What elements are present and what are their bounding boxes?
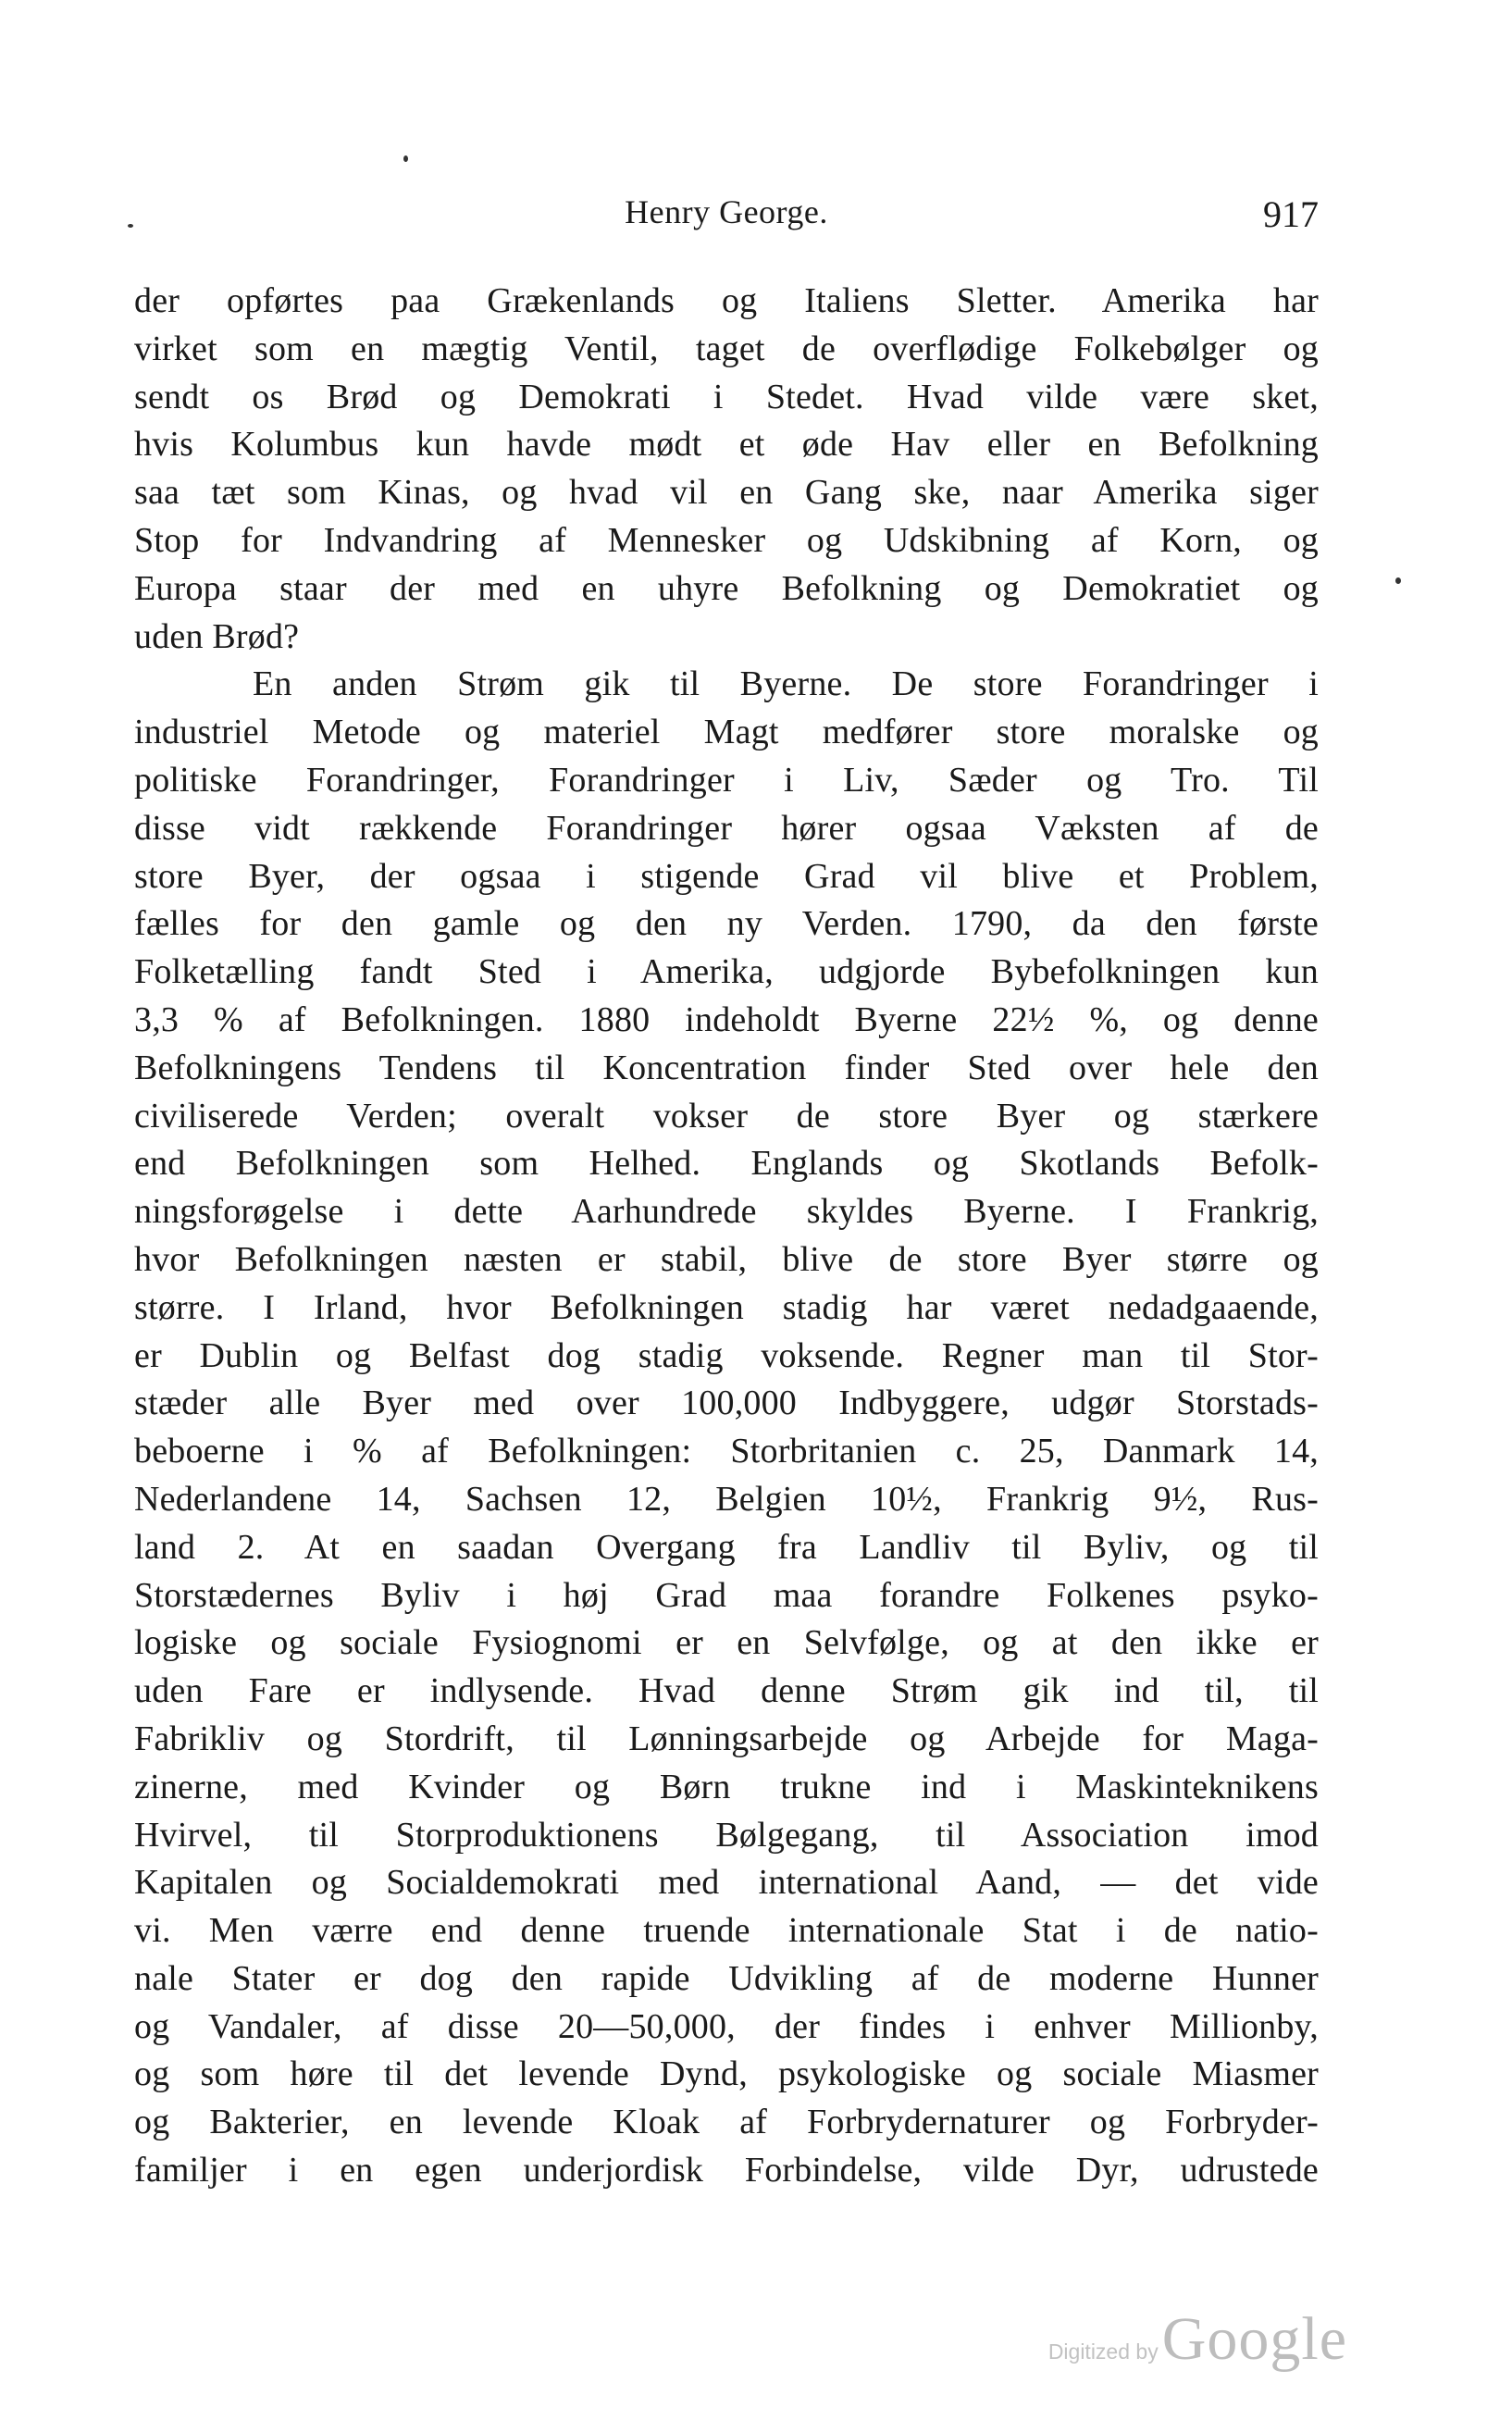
scan-speck (128, 224, 133, 228)
text-line: zinerne, med Kvinder og Børn trukne ind i Maskinteknikens (134, 1767, 1319, 1806)
text-line: og Vandaler, af disse 20—50,000, der findes i enhver Millionby, (134, 2006, 1319, 2046)
text-line: beboerne i % af Befolkningen: Storbritanien c. 25, Danmark 14, (134, 1432, 1319, 1471)
text-line: er Dublin og Belfast dog stadig voksende. Regner man til Stor- (134, 1335, 1319, 1375)
text-line: industriel Metode og materiel Magt medfører store moralske og (134, 713, 1319, 752)
text-line: Fabrikliv og Stordrift, til Lønningsarbejde og Arbejde for Maga- (134, 1719, 1319, 1758)
page-number: 917 (1263, 193, 1319, 235)
text-line: Hvirvel, til Storproduktionens Bølgegang, til Association imod (134, 1815, 1319, 1855)
text-line: og som høre til det levende Dynd, psykologiske og sociale Miasmer (134, 2054, 1319, 2094)
text-line: land 2. At en saadan Overgang fra Landliv til Byliv, og til (134, 1527, 1319, 1567)
digitized-by-label: Digitized by (1047, 2339, 1159, 2364)
text-line: der opførtes paa Grækenlands og Italiens Sletter. Amerika har (134, 281, 1319, 320)
text-line: uden Fare er indlysende. Hvad denne Strøm gik ind til, til (134, 1671, 1319, 1711)
text-line: nale Stater er dog den rapide Udvikling af de moderne Hunner (134, 1958, 1319, 1998)
text-line: Europa staar der med en uhyre Befolkning og Demokratiet og (134, 568, 1319, 608)
digitized-watermark (1048, 2304, 1347, 2378)
running-head (134, 192, 1319, 244)
text-line: uden Brød? (134, 616, 300, 656)
text-line: store Byer, der ogsaa i stigende Grad vil blive et Problem, (134, 856, 1319, 896)
text-line: Nederlandene 14, Sachsen 12, Belgien 10½, Frankrig 9½, Rus- (134, 1479, 1319, 1519)
text-line: vi. Men værre end denne truende internationale Stat i de natio- (134, 1911, 1319, 1951)
text-line: større. I Irland, hvor Befolkningen stadig har været nedadgaaende, (134, 1287, 1319, 1327)
text-line: politiske Forandringer, Forandringer i Liv, Sæder og Tro. Til (134, 760, 1319, 800)
scan-speck (403, 155, 408, 162)
text-line: hvis Kolumbus kun havde mødt et øde Hav eller en Befolkning (134, 425, 1319, 465)
text-line: saa tæt som Kinas, og hvad vil en Gang ske, naar Amerika siger (134, 473, 1319, 513)
text-line: virket som en mægtig Ventil, taget de overflødige Folkebølger og (134, 329, 1319, 368)
text-line: civiliserede Verden; overalt vokser de store Byer og stærkere (134, 1096, 1319, 1136)
text-line: og Bakterier, en levende Kloak af Forbrydernaturer og Forbryder- (134, 2103, 1319, 2142)
text-line: logiske og sociale Fysiognomi er en Selvfølge, og at den ikke er (134, 1623, 1319, 1663)
text-line: En anden Strøm gik til Byerne. De store Forandringer i (253, 664, 1319, 704)
text-line: sendt os Brød og Demokrati i Stedet. Hvad vilde være sket, (134, 377, 1319, 416)
text-line: fælles for den gamle og den ny Verden. 1790, da den første (134, 904, 1319, 944)
text-line: disse vidt rækkende Forandringer hører ogsaa Væksten af de (134, 808, 1319, 848)
running-title: Henry George. (625, 193, 828, 230)
text-line: ningsforøgelse i dette Aarhundrede skyldes Byerne. I Frankrig, (134, 1192, 1319, 1232)
text-line: familjer i en egen underjordisk Forbindelse, vilde Dyr, udrustede (134, 2151, 1319, 2190)
text-line: Kapitalen og Socialdemokrati med international Aand, — det vide (134, 1863, 1319, 1903)
body-text (134, 278, 1319, 2195)
text-line: Storstædernes Byliv i høj Grad maa forandre Folkenes psyko- (134, 1575, 1319, 1615)
text-line: end Befolkningen som Helhed. Englands og Skotlands Befolk- (134, 1144, 1319, 1184)
text-line: hvor Befolkningen næsten er stabil, blive de store Byer større og (134, 1239, 1319, 1279)
google-wordmark: Google (1161, 2305, 1347, 2373)
text-line: Folketælling fandt Sted i Amerika, udgjorde Bybefolkningen kun (134, 952, 1319, 992)
text-line: stæder alle Byer med over 100,000 Indbyggere, udgør Storstads- (134, 1384, 1319, 1423)
scan-speck (1395, 577, 1401, 584)
text-line: Befolkningens Tendens til Koncentration finder Sted over hele den (134, 1048, 1319, 1087)
text-line: Stop for Indvandring af Mennesker og Udskibning af Korn, og (134, 520, 1319, 560)
text-line: 3,3 % af Befolkningen. 1880 indeholdt Byerne 22½ %, og denne (134, 999, 1319, 1039)
